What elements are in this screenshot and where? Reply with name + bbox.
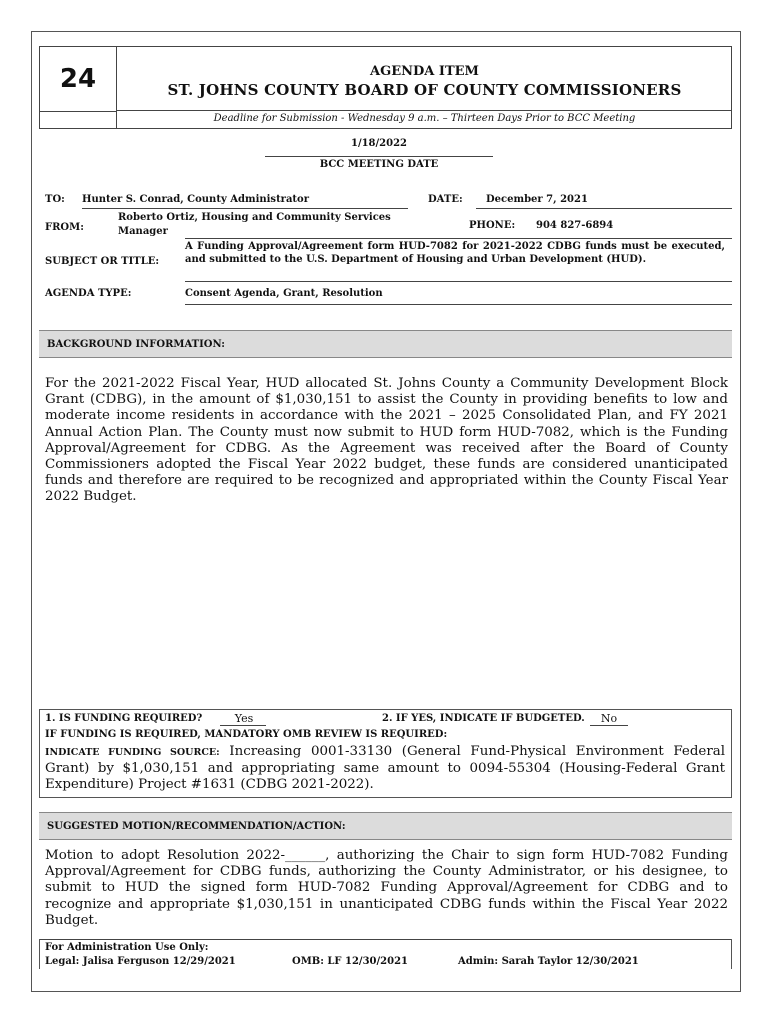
header-title-line1: AGENDA ITEM xyxy=(370,64,479,79)
motion-heading: SUGGESTED MOTION/RECOMMENDATION/ACTION: xyxy=(39,812,732,840)
budgeted-underline xyxy=(590,725,628,726)
submission-deadline: Deadline for Submission - Wednesday 9 a.m. – Thirteen Days Prior to BCC Meeting xyxy=(213,113,636,124)
admin-top-rule xyxy=(39,939,732,940)
header-title-line2: ST. JOHNS COUNTY BOARD OF COUNTY COMMISSIONERS xyxy=(167,81,682,99)
agenda-type-value: Consent Agenda, Grant, Resolution xyxy=(185,288,383,299)
agenda-type-underline xyxy=(185,304,732,305)
from-underline xyxy=(185,238,732,239)
admin-legal: Legal: Jalisa Ferguson 12/29/2021 xyxy=(45,956,236,967)
agenda-header xyxy=(39,46,732,129)
to-value: Hunter S. Conrad, County Administrator xyxy=(82,194,309,205)
admin-left-rule xyxy=(39,939,40,969)
subject-value: A Funding Approval/Agreement form HUD-7082 for 2021-2022 CDBG funds must be executed, and submitted to the U.S. Department of Housing and Urban Development (HUD). xyxy=(185,241,725,265)
admin-heading: For Administration Use Only: xyxy=(45,942,209,953)
admin-signoff: Admin: Sarah Taylor 12/30/2021 xyxy=(458,956,639,967)
date-underline xyxy=(476,208,732,209)
header-number-cell-bottom xyxy=(40,111,117,129)
meeting-date-underline xyxy=(265,156,493,157)
subject-label: SUBJECT OR TITLE: xyxy=(45,256,160,267)
funding-box xyxy=(39,709,732,798)
phone-value: 904 827-6894 xyxy=(536,220,614,231)
agenda-item-number: 24 xyxy=(40,47,117,112)
admin-right-rule xyxy=(731,939,732,969)
meeting-date-label: BCC MEETING DATE xyxy=(319,159,439,170)
funding-required-value: Yes xyxy=(234,712,254,725)
phone-label: PHONE: xyxy=(469,220,516,231)
background-heading: BACKGROUND INFORMATION: xyxy=(39,330,732,358)
background-text: For the 2021-2022 Fiscal Year, HUD allocated St. Johns County a Community Development Block Grant (CDBG), in the amount of $1,030,151 to assist the County in providing benefits to low and moderate income residents in accordance with the 2021 – 2025 Consolidated Plan, and FY 2021 Annual Action Plan. The County must now submit to HUD form HUD-7082, which is the Funding Approval/Agreement for CDBG. As the Agreement was received after the Board of County Commissioners adopted the Fiscal Year 2022 budget, these funds are considered unanticipated funds and therefore are required to be recognized and appropriated within the County Fiscal Year 2022 Budget. xyxy=(45,376,728,505)
funding-required-underline xyxy=(220,725,266,726)
funding-source-label: INDICATE FUNDING SOURCE: xyxy=(45,747,220,758)
subject-underline xyxy=(185,281,732,282)
from-value-line1: Roberto Ortiz, Housing and Community Services xyxy=(118,212,391,223)
date-label: DATE: xyxy=(428,194,463,205)
date-value: December 7, 2021 xyxy=(486,194,588,205)
agenda-page xyxy=(31,31,741,992)
budgeted-label: 2. IF YES, INDICATE IF BUDGETED. xyxy=(382,713,585,724)
funding-source xyxy=(45,744,725,794)
from-label: FROM: xyxy=(45,222,84,233)
funding-required-label: 1. IS FUNDING REQUIRED? xyxy=(45,713,203,724)
funding-source-text: Increasing 0001-33130 (General Fund-Physical Environment Federal Grant) by $1,030,151 and appropriating same amount to 0094-55304 (Housing-Federal Grant Expenditure) Project #1631 (CDBG 2021-2022). xyxy=(45,744,725,793)
agenda-type-label: AGENDA TYPE: xyxy=(45,288,132,299)
motion-text: Motion to adopt Resolution 2022-______, authorizing the Chair to sign form HUD-7082 Funding Approval/Agreement for CDBG funds, authorizing the County Administrator, or his designee, to submit to HUD the signed form HUD-7082 Funding Approval/Agreement for CDBG and to recognize and appropriate $1,030,151 in unanticipated CDBG funds within the Fiscal Year 2022 Budget. xyxy=(45,848,728,928)
header-divider xyxy=(117,110,732,111)
to-label: TO: xyxy=(45,194,65,205)
from-value-line2: Manager xyxy=(118,226,168,237)
omb-review-line: IF FUNDING IS REQUIRED, MANDATORY OMB REVIEW IS REQUIRED: xyxy=(45,729,448,740)
to-underline xyxy=(82,208,408,209)
meeting-date: 1/18/2022 xyxy=(350,138,407,149)
admin-omb: OMB: LF 12/30/2021 xyxy=(292,956,408,967)
budgeted-value: No xyxy=(600,712,618,725)
